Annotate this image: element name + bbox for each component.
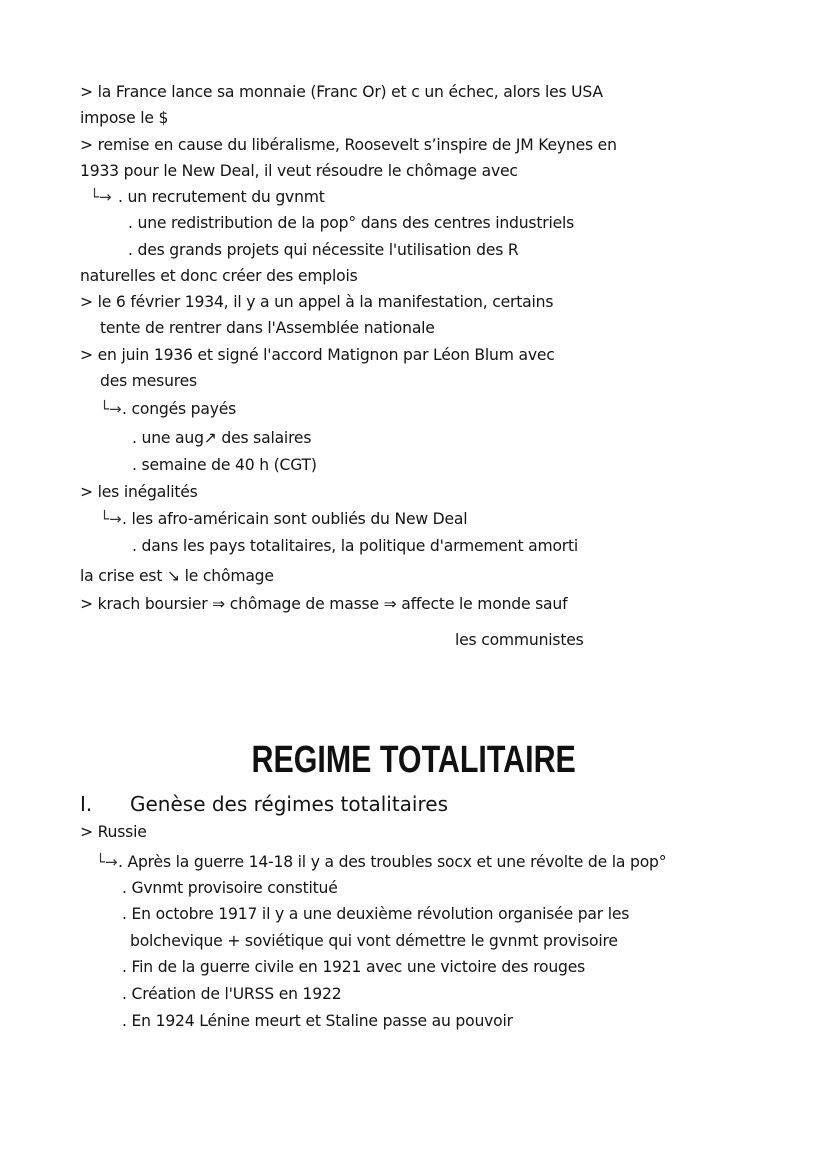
note-line: > remise en cause du libéralisme, Roosevelt s’inspire de JM Keynes en [80, 136, 617, 154]
note-line: des mesures [100, 372, 197, 390]
note-line: . dans les pays totalitaires, la politique d'armement amorti [132, 537, 579, 555]
note-line: . congés payés [122, 400, 237, 418]
section-number: I. [80, 792, 93, 816]
sub-arrow-icon: └→ [100, 510, 122, 528]
note-line: > le 6 février 1934, il y a un appel à la manifestation, certains [80, 293, 554, 311]
note-line: . En octobre 1917 il y a une deuxième révolution organisée par les [122, 905, 630, 923]
note-line: . Création de l'URSS en 1922 [122, 985, 342, 1003]
sub-arrow-icon: └→ [90, 188, 112, 206]
note-line: . semaine de 40 h (CGT) [132, 456, 317, 474]
note-line: bolchevique + soviétique qui vont démettre le gvnmt provisoire [130, 932, 618, 950]
note-line: . Fin de la guerre civile en 1921 avec une victoire des rouges [122, 958, 586, 976]
note-line: tente de rentrer dans l'Assemblée nationale [100, 319, 435, 337]
note-line: . Après la guerre 14-18 il y a des troubles socx et une révolte de la pop° [118, 853, 667, 871]
note-line: > la France lance sa monnaie (Franc Or) et c un échec, alors les USA [80, 83, 603, 101]
note-line: la crise est ↘ le chômage [80, 567, 274, 585]
note-line: > krach boursier ⇒ chômage de masse ⇒ affecte le monde sauf [80, 595, 568, 613]
note-line: . une aug↗ des salaires [132, 429, 312, 447]
note-line: . les afro-américain sont oubliés du New Deal [122, 510, 468, 528]
note-line: . un recrutement du gvnmt [118, 188, 325, 206]
note-line: . En 1924 Lénine meurt et Staline passe au pouvoir [122, 1012, 513, 1030]
note-line: les communistes [455, 631, 584, 649]
note-line: . des grands projets qui nécessite l'utilisation des R [128, 241, 519, 259]
note-line: > les inégalités [80, 483, 198, 501]
note-line: 1933 pour le New Deal, il veut résoudre le chômage avec [80, 162, 518, 180]
sub-arrow-icon: └→ [96, 853, 118, 871]
note-line: . une redistribution de la pop° dans des centres industriels [128, 214, 575, 232]
note-line: > Russie [80, 823, 147, 841]
note-line: impose le $ [80, 109, 169, 127]
note-line: . Gvnmt provisoire constitué [122, 879, 338, 897]
note-line: > en juin 1936 et signé l'accord Matignon par Léon Blum avec [80, 346, 555, 364]
page-title: REGIME TOTALITAIRE [251, 739, 577, 781]
section-heading: Genèse des régimes totalitaires [130, 792, 448, 816]
sub-arrow-icon: └→ [100, 400, 122, 418]
note-line: naturelles et donc créer des emplois [80, 267, 358, 285]
